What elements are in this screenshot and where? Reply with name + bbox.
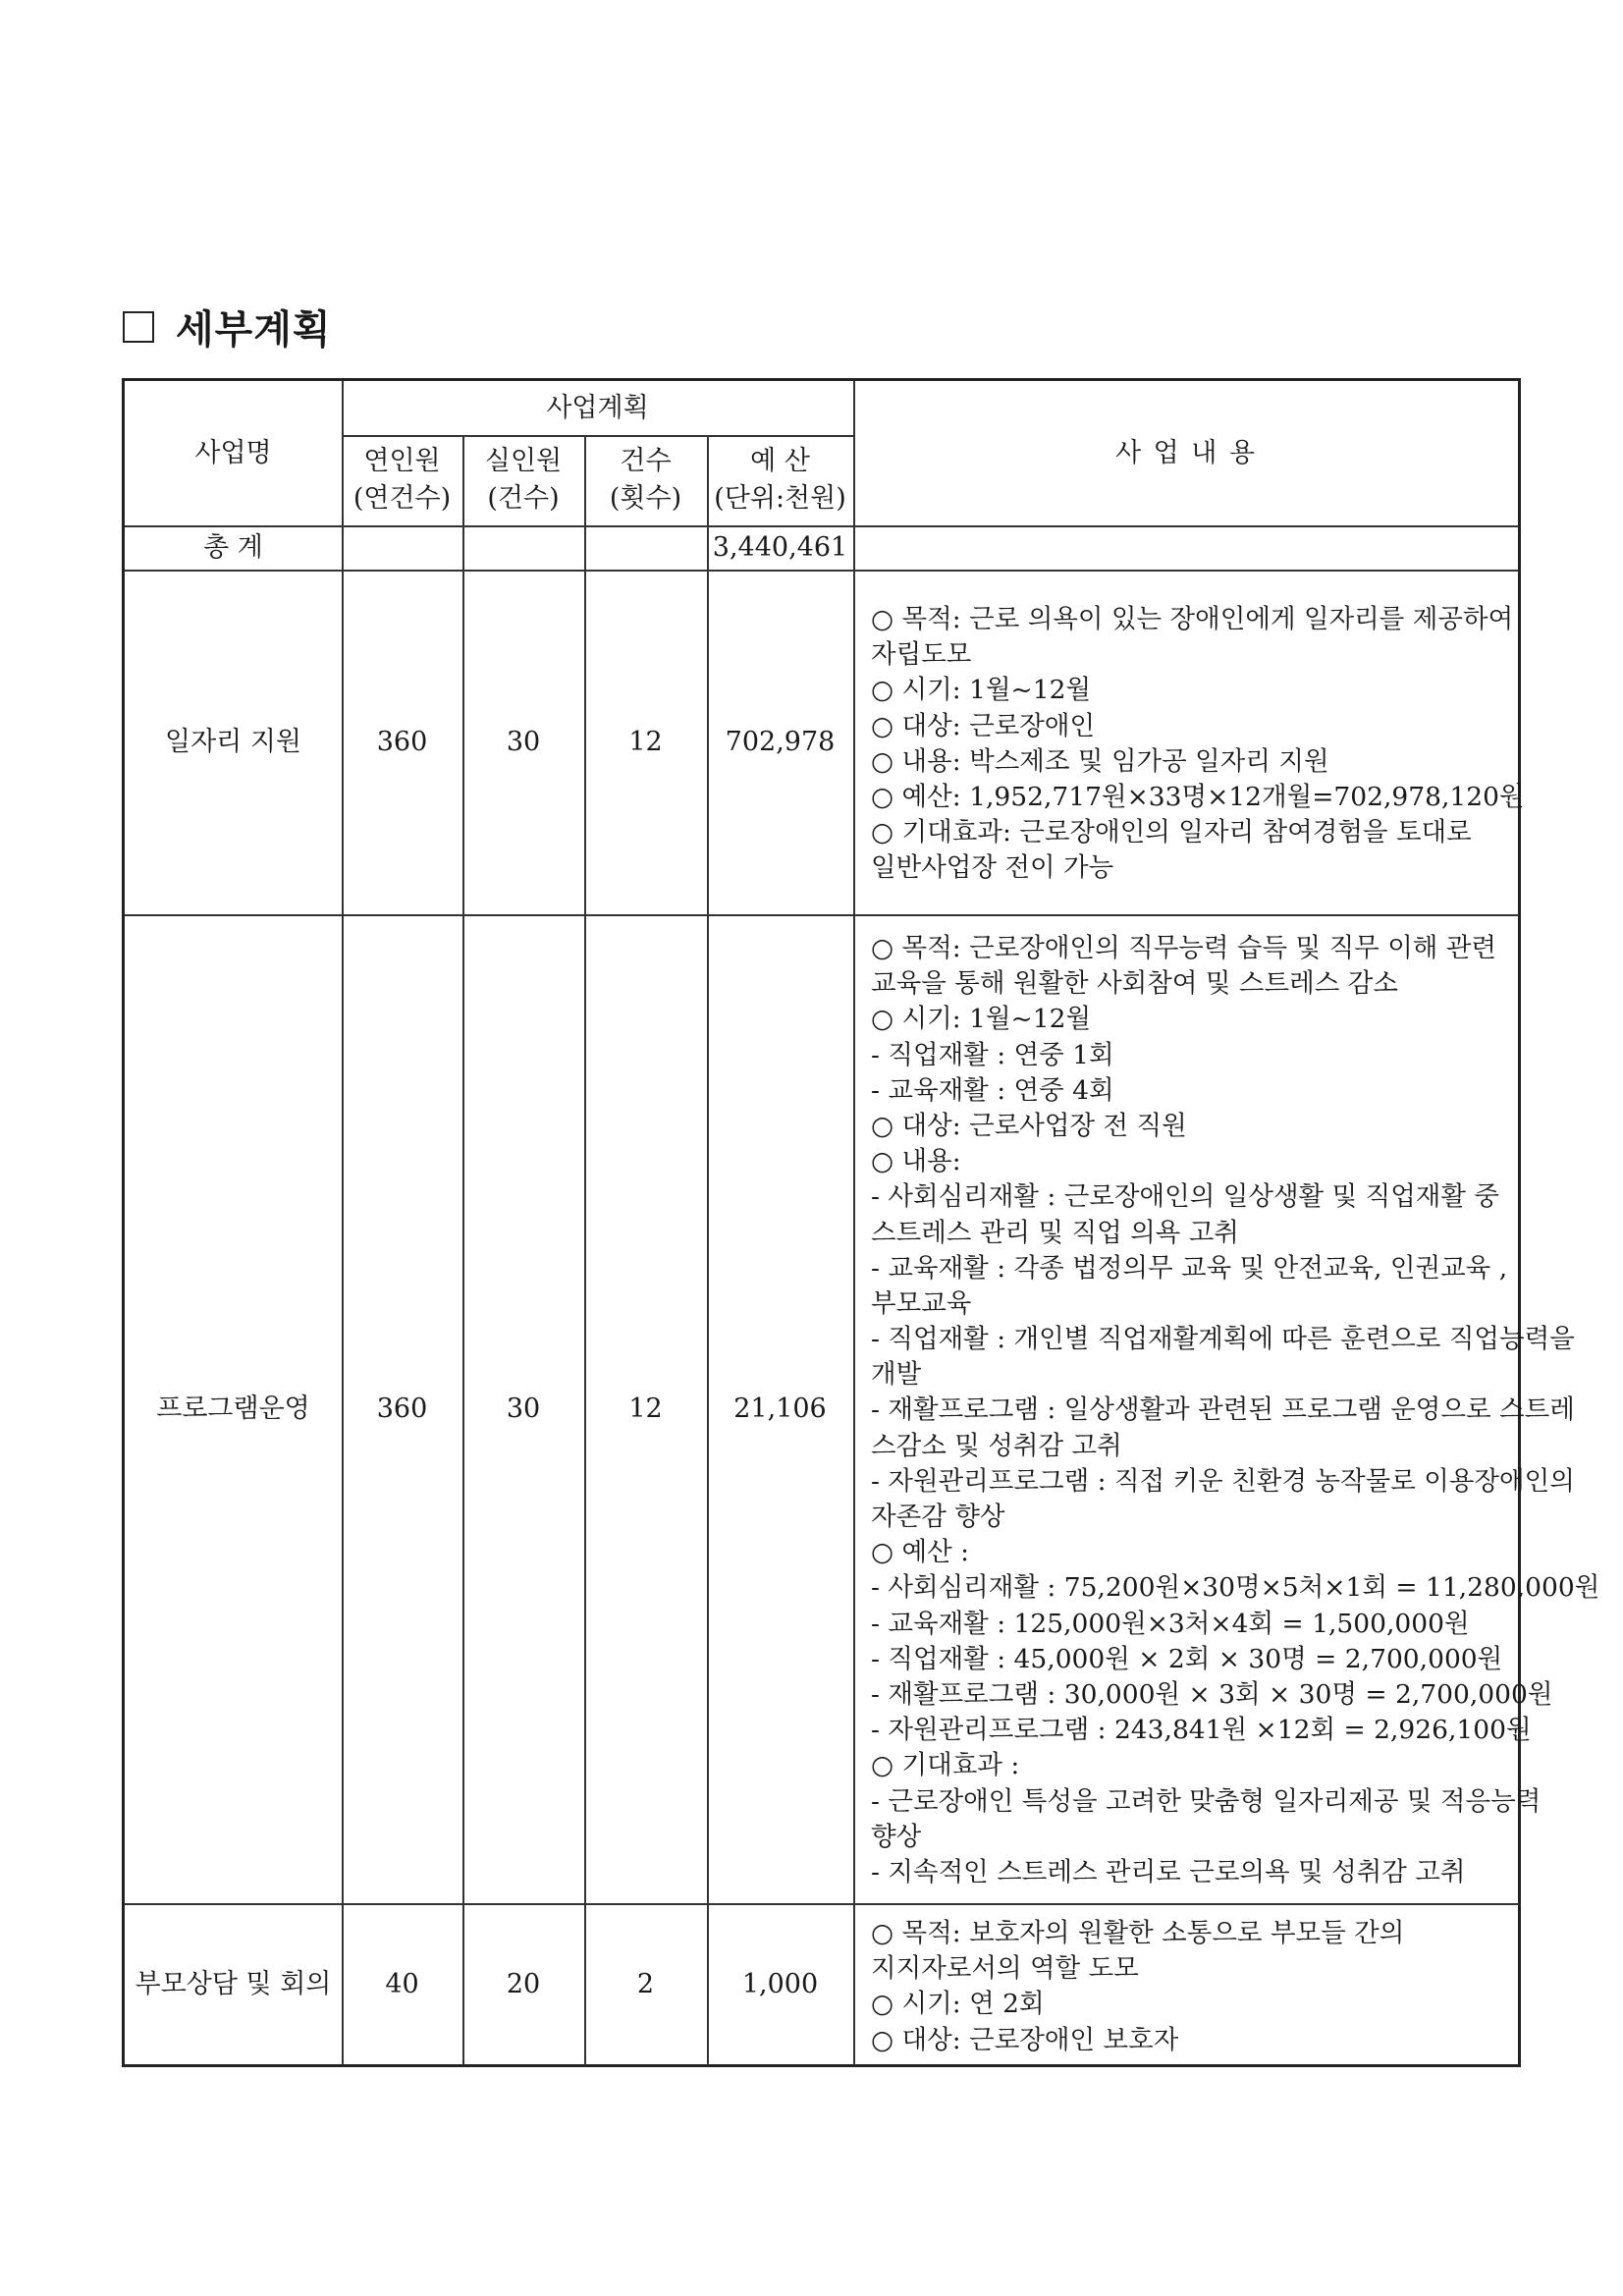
row-content: [871, 602, 1525, 887]
content-line: 자존감 향상: [871, 1502, 1005, 1532]
content-line: 향상: [871, 1821, 922, 1852]
header-cumulative: [342, 435, 462, 525]
content-line: - 지속적인 스트레스 관리로 근로의욕 및 성취감 고취: [871, 1856, 1466, 1887]
content-line: ○ 시기: 연 2회: [871, 1989, 1045, 2020]
content-line: - 자원관리프로그램 : 243,841원 ×12회 = 2,926,100원: [871, 1715, 1532, 1746]
content-line: ○ 내용:: [871, 1146, 961, 1177]
section-title: 세부계획: [176, 307, 332, 353]
header-actual-line1: 실인원: [484, 446, 563, 476]
row-actual: 30: [506, 726, 541, 757]
row-actual: 30: [506, 1393, 541, 1424]
row-budget: 21,106: [733, 1393, 827, 1424]
content-line: ○ 예산 :: [871, 1537, 970, 1568]
content-line: - 자원관리프로그램 : 직접 키운 친환경 농작물로 이용장애인의: [871, 1465, 1575, 1497]
row-program-name: 부모상담 및 회의: [135, 1968, 332, 1999]
content-line: ○ 기대효과: 근로장애인의 일자리 참여경험을 토대로: [871, 817, 1472, 848]
header-count: [584, 435, 707, 525]
row-count: 2: [636, 1968, 655, 1999]
content-line: 일반사업장 전이 가능: [871, 852, 1114, 884]
content-line: - 사회심리재활 : 근로장애인의 일상생활 및 직업재활 중: [871, 1181, 1500, 1213]
row-cumulative: 360: [376, 1393, 428, 1424]
row-program-name: 프로그램운영: [156, 1393, 310, 1424]
row-actual: 20: [506, 1968, 541, 1999]
content-line: 교육을 통해 원활한 사회참여 및 스트레스 감소: [871, 968, 1398, 1000]
content-line: ○ 시기: 1월~12월: [871, 675, 1092, 706]
row-program-name: 일자리 지원: [165, 726, 301, 757]
total-label: 총 계: [203, 531, 263, 563]
header-cumulative-line1: 연인원: [363, 446, 441, 476]
content-line: - 근로장애인 특성을 고려한 맞춤형 일자리제공 및 적응능력: [871, 1785, 1542, 1817]
content-line: ○ 기대효과 :: [871, 1750, 1020, 1781]
content-line: ○ 내용: 박스제조 및 임가공 일자리 지원: [871, 745, 1329, 777]
row-budget: 1,000: [741, 1968, 819, 1999]
total-budget: 3,440,461: [712, 531, 848, 563]
header-count-line2: (횟수): [609, 483, 682, 514]
row-content: [871, 931, 1599, 1890]
content-line: - 교육재활 : 125,000원×3처×4회 = 1,500,000원: [871, 1608, 1470, 1639]
content-line: 스트레스 관리 및 직업 의욕 고취: [871, 1217, 1239, 1248]
row-cumulative: 40: [385, 1968, 419, 1999]
content-line: 자립도모: [871, 639, 972, 671]
content-line: ○ 대상: 근로사업장 전 직원: [871, 1110, 1187, 1141]
detail-plan-table: [122, 378, 1600, 2067]
content-line: - 재활프로그램 : 일상생활과 관련된 프로그램 운영으로 스트레: [871, 1394, 1575, 1426]
content-line: - 교육재활 : 각종 법정의무 교육 및 안전교육, 인권교육 ,: [871, 1252, 1508, 1284]
header-budget-line2: (단위:천원): [714, 483, 846, 514]
header-actual: [462, 435, 584, 525]
content-line: 부모교육: [871, 1287, 972, 1319]
header-count-line1: 건수: [620, 446, 672, 476]
content-line: ○ 목적: 근로 의욕이 있는 장애인에게 일자리를 제공하여: [871, 604, 1514, 634]
content-line: - 직업재활 : 연중 1회: [871, 1039, 1114, 1070]
content-line: - 사회심리재활 : 75,200원×30명×5처×1회 = 11,280,000원: [871, 1572, 1600, 1604]
content-line: ○ 대상: 근로장애인 보호자: [871, 2024, 1179, 2055]
header-plan-group: 사업계획: [546, 392, 649, 423]
content-line: - 재활프로그램 : 30,000원 × 3회 × 30명 = 2,700,000원: [871, 1678, 1553, 1710]
row-count: 12: [628, 726, 663, 757]
content-line: ○ 목적: 근로장애인의 직무능력 습득 및 직무 이해 관련: [871, 933, 1497, 963]
header-cumulative-line2: (연건수): [352, 483, 452, 514]
content-line: - 직업재활 : 개인별 직업재활계획에 따른 훈련으로 직업능력을: [871, 1324, 1575, 1355]
content-line: ○ 목적: 보호자의 원활한 소통으로 부모들 간의: [871, 1918, 1405, 1948]
content-line: ○ 예산: 1,952,717원×33명×12개월=702,978,120원: [871, 781, 1525, 812]
content-line: - 교육재활 : 연중 4회: [871, 1074, 1114, 1106]
header-content: 사 업 내 용: [1114, 437, 1258, 468]
content-line: 스감소 및 성취감 고취: [871, 1430, 1122, 1461]
checkbox-square-icon: [123, 311, 154, 343]
row-cumulative: 360: [376, 726, 428, 757]
content-line: 지지자로서의 역할 도모: [871, 1953, 1139, 1985]
header-actual-line2: (건수): [487, 483, 560, 514]
row-count: 12: [628, 1393, 663, 1424]
header-budget: [707, 435, 853, 525]
grid-line: [853, 381, 855, 2065]
row-content: [871, 1916, 1404, 2058]
header-budget-line1: 예 산: [750, 446, 810, 476]
header-program-name: 사업명: [194, 437, 272, 468]
content-line: 개발: [871, 1359, 922, 1391]
row-budget: 702,978: [725, 726, 836, 757]
content-line: - 직업재활 : 45,000원 × 2회 × 30명 = 2,700,000원: [871, 1643, 1503, 1674]
section-heading: [123, 299, 332, 355]
content-line: ○ 시기: 1월~12월: [871, 1004, 1092, 1035]
content-line: ○ 대상: 근로장애인: [871, 710, 1096, 741]
